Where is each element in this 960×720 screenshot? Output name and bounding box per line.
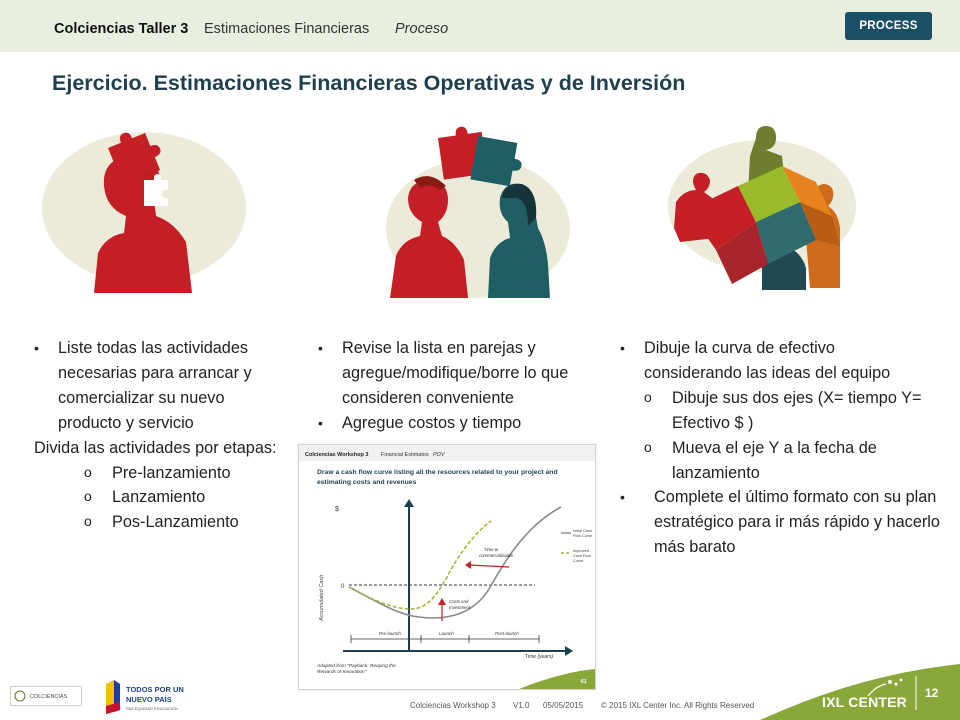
zero-label: 0 (341, 584, 345, 590)
source-2: Rewards of Innovation" (317, 670, 367, 675)
column-3-text (620, 336, 950, 560)
ann-commercialization-2: commercialization (479, 553, 514, 558)
brand-logo-text: IXL CENTER (822, 694, 907, 710)
legend-initial-2: Flow Curve (573, 534, 593, 538)
list-item: • Complete el último formato con su plan estratégico para ir más rápido y hacerlo más barato (620, 485, 950, 560)
phase-pre-launch: Pre-launch (379, 631, 401, 636)
list-item: • Agregue costos y tiempo (318, 411, 590, 436)
list-item: o Lanzamiento (84, 485, 289, 510)
worksheet-header-c: POV (433, 452, 445, 458)
ann-costs-2: Investment (449, 605, 471, 610)
ann-commercialization-1: Time to (484, 547, 499, 552)
worksheet-heading-1: Draw a cash flow curve listing all the resources related to your project and (317, 469, 558, 476)
nuevo-pais-logo (100, 678, 195, 718)
list-item: • Liste todas las actividades necesarias para arrancar y comercializar su nuevo producto y servicio (34, 336, 289, 436)
nuevo-pais-line-3: PAZ EQUIDAD EDUCACIÓN (126, 706, 178, 711)
breadcrumb-phase: Proceso (395, 21, 449, 37)
legend-improved-1: Improved (573, 549, 589, 553)
colciencias-logo (10, 686, 82, 706)
legend-initial-1: Initial Cash (573, 529, 592, 533)
list-item: o Pre-lanzamiento (84, 461, 289, 486)
page-title: Ejercicio. Estimaciones Financieras Operativas y de Inversión (52, 71, 686, 95)
y-axis-label: Accumulated Cash (319, 574, 325, 621)
footer-copyright: © 2015 IXL Center Inc. All Rights Reserved (601, 701, 755, 710)
worksheet-header-b: Financial Estimates (381, 452, 429, 458)
footer-version: V1.0 (513, 701, 530, 710)
thinking-head-illustration (36, 118, 251, 298)
breadcrumb-title: Colciencias Taller 3 (54, 21, 189, 37)
stages-intro: Divida las actividades por etapas: (34, 438, 277, 457)
ann-costs-1: Costs and (449, 599, 469, 604)
list-item: o Pos-Lanzamiento (84, 510, 289, 535)
list-item: o Mueva el eje Y a la fecha de lanzamiento (644, 436, 952, 486)
legend-improved-3: Curve (573, 559, 584, 563)
footer-date: 05/05/2015 (543, 701, 584, 710)
list-item: • Dibuje la curva de efectivo considerando las ideas del equipo (620, 336, 894, 386)
breadcrumb-section: Estimaciones Financieras (204, 21, 370, 37)
cash-flow-worksheet-graphic (299, 445, 595, 689)
process-button[interactable]: PROCESS (845, 12, 932, 40)
pair-discussion-illustration (378, 118, 593, 303)
nuevo-pais-line-2: NUEVO PAÍS (126, 695, 172, 704)
y-unit-label: $ (335, 506, 339, 513)
cash-flow-worksheet (298, 444, 596, 690)
list-item: o Dibuje sus dos ejes (X= tiempo Y= Efectivo $ ) (644, 386, 952, 436)
worksheet-page-number: 61 (581, 679, 587, 685)
page-number: 12 (925, 686, 939, 700)
column-2-text (318, 336, 590, 436)
legend-improved-2: Cash Flow (573, 554, 591, 558)
x-axis-label: Time (years) (525, 654, 554, 660)
worksheet-heading-2: estimating costs and revenues (317, 479, 417, 486)
phase-launch: Launch (439, 631, 454, 636)
list-item: • Revise la lista en parejas y agregue/modifique/borre lo que consideren conveniente (318, 336, 590, 411)
column-1-text (34, 336, 289, 535)
worksheet-header-a: Colciencias Workshop 3 (305, 452, 369, 458)
nuevo-pais-line-1: TODOS POR UN (126, 685, 184, 694)
team-puzzle-illustration (664, 118, 864, 308)
colciencias-logo-text: COLCIENCIAS (30, 694, 68, 700)
footer-workshop: Colciencias Workshop 3 (410, 701, 496, 710)
source-1: Adapted from "Payback: Reaping the (317, 664, 396, 669)
phase-post-launch: Post-launch (495, 631, 519, 636)
